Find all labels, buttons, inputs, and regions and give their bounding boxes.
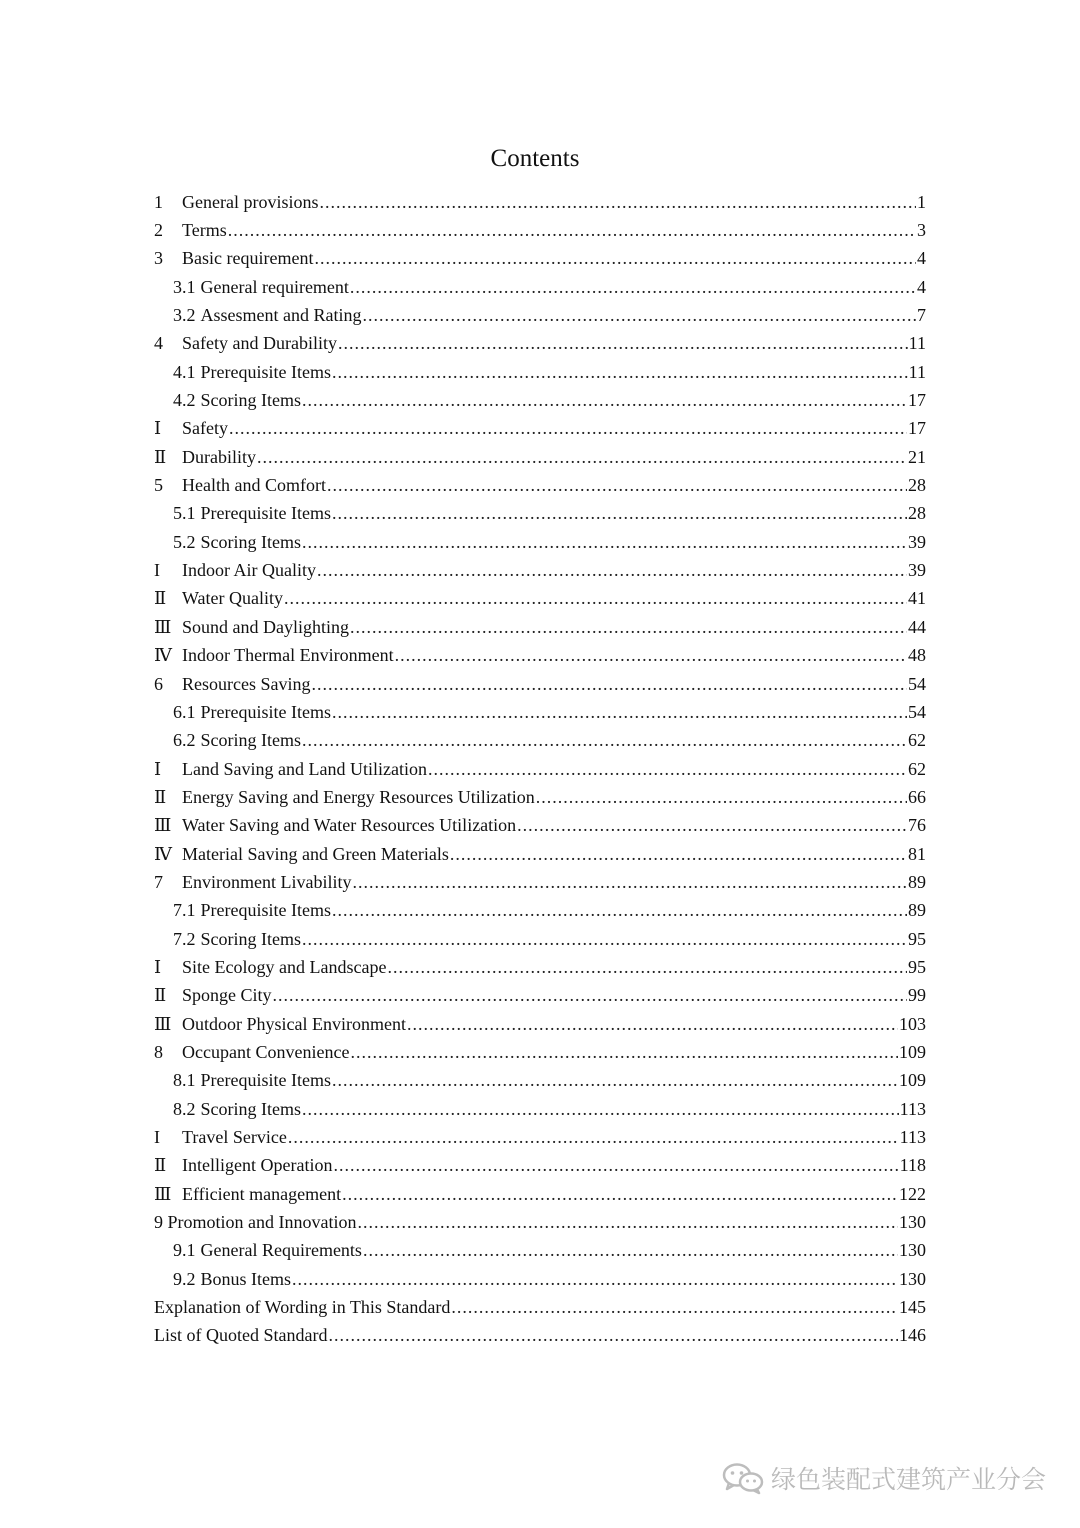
toc-entry-number: 6.1 [173,701,196,722]
toc-entry [154,783,926,811]
toc-entry-number: 7.2 [173,928,196,949]
toc-entry-number: I [154,560,160,581]
dot-leader [352,872,907,893]
toc-entry-number: 6 [154,673,163,694]
table-of-contents [154,188,926,1350]
dot-leader [387,957,907,978]
toc-entry-page: 81 [908,843,926,864]
toc-entry-label: Durability [182,446,256,467]
page-title: Contents [490,145,580,172]
toc-entry [154,755,926,783]
toc-entry-page: 89 [908,871,926,892]
toc-entry [154,585,926,613]
toc-entry-page: 44 [908,616,926,637]
toc-entry [154,471,926,499]
toc-entry [154,330,926,358]
dot-leader [317,560,907,581]
dot-leader [302,532,907,553]
toc-entry-label: Terms [182,220,227,241]
toc-entry-page: 11 [908,333,926,354]
dot-leader [229,418,907,439]
toc-entry-page: 130 [899,1268,926,1289]
toc-entry [154,642,926,670]
toc-entry-number: 9.2 [173,1268,196,1289]
toc-entry-label: Intelligent Operation [182,1155,333,1176]
toc-entry [154,301,926,329]
dot-leader [395,645,907,666]
toc-entry-number: Ⅲ [154,1183,172,1204]
toc-entry-page: 28 [908,503,926,524]
toc-entry-label: Scoring Items [200,531,301,552]
toc-entry-number: 3.1 [173,276,196,297]
toc-entry-label: Occupant Convenience [182,1041,350,1062]
toc-entry-label: Water Quality [182,588,284,609]
toc-entry-label: 9 Promotion and Innovation [154,1212,357,1233]
toc-entry-label: Prerequisite Items [200,900,331,921]
toc-entry-number: Ⅱ [154,1155,167,1176]
dot-leader [357,1212,898,1233]
toc-entry-number: 4 [154,333,163,354]
toc-entry-number: 6.2 [173,730,196,751]
toc-entry-page: 89 [908,900,926,921]
toc-entry [154,245,926,273]
toc-entry [154,415,926,443]
toc-entry-label: Prerequisite Items [200,503,331,524]
toc-entry-page: 130 [899,1212,926,1233]
toc-entry-label: Site Ecology and Landscape [182,956,387,977]
toc-entry-label: General provisions [182,191,319,212]
dot-leader [407,1014,898,1035]
watermark-text: 绿色装配式建筑产业分会 [770,1465,1046,1494]
toc-entry [154,925,926,953]
toc-entry-label: Water Saving and Water Resources Utilization [182,815,517,836]
toc-entry [154,613,926,641]
toc-entry [154,1237,926,1265]
toc-entry [154,528,926,556]
toc-entry-page: 4 [917,276,926,297]
toc-entry-number: Ⅲ [154,815,172,836]
toc-entry-number: Ⅱ [154,446,167,467]
toc-entry-page: 39 [908,531,926,552]
toc-entry-label: Land Saving and Land Utilization [182,758,427,779]
toc-entry-page: 113 [899,1098,926,1119]
dot-leader [362,305,916,326]
toc-entry-label: Bonus Items [200,1268,292,1289]
toc-entry-page: 17 [908,390,926,411]
toc-entry [154,273,926,301]
toc-entry-page: 48 [908,645,926,666]
dot-leader [350,277,916,298]
toc-entry-page: 41 [908,588,926,609]
toc-entry [154,982,926,1010]
dot-leader [342,1184,898,1205]
toc-entry-label: Sponge City [182,985,272,1006]
toc-entry [154,188,926,216]
toc-entry [154,1180,926,1208]
toc-entry [154,1152,926,1180]
dot-leader [228,220,916,241]
dot-leader [332,362,908,383]
toc-entry-page: 109 [899,1041,926,1062]
dot-leader [332,1070,898,1091]
toc-entry-label: Indoor Air Quality [182,560,316,581]
toc-entry [154,1293,926,1321]
toc-entry [154,216,926,244]
toc-entry [154,897,926,925]
toc-entry-page: 54 [908,701,926,722]
toc-entry-number: 8 [154,1041,163,1062]
dot-leader [284,588,907,609]
toc-entry-label: Safety [182,418,228,439]
toc-entry-page: 95 [908,956,926,977]
toc-entry-label: Safety and Durability [182,333,337,354]
toc-entry [154,443,926,471]
toc-entry-number: 3 [154,248,163,269]
toc-entry-number: 2 [154,220,163,241]
toc-entry-page: 17 [908,418,926,439]
toc-entry-page: 103 [899,1013,926,1034]
toc-entry-label: General requirement [200,276,349,297]
toc-entry-number: 5.1 [173,503,196,524]
dot-leader [328,1325,898,1346]
dot-leader [363,1240,898,1261]
toc-entry-number: Ⅲ [154,1013,172,1034]
toc-entry-number: Ⅱ [154,985,167,1006]
toc-entry-label: Indoor Thermal Environment [182,645,394,666]
toc-entry-label: Efficient management [182,1183,342,1204]
toc-entry-page: 28 [908,475,926,496]
dot-leader [257,447,907,468]
toc-entry-number: 5 [154,475,163,496]
toc-entry [154,868,926,896]
toc-entry [154,812,926,840]
dot-leader [302,730,907,751]
toc-entry-label: Health and Comfort [182,475,326,496]
toc-entry-page: 66 [908,786,926,807]
toc-entry-page: 118 [899,1155,926,1176]
toc-entry [154,1322,926,1350]
toc-entry [154,386,926,414]
dot-leader [333,1155,898,1176]
toc-entry [154,698,926,726]
toc-entry-number: 5.2 [173,531,196,552]
toc-entry [154,840,926,868]
dot-leader [302,390,907,411]
toc-entry-number: 8.1 [173,1070,196,1091]
toc-entry-page: 11 [908,361,926,382]
dot-leader [450,844,907,865]
toc-entry-number: 1 [154,191,163,212]
toc-entry-page: 39 [908,560,926,581]
toc-entry-page: 99 [908,985,926,1006]
toc-entry-label: Prerequisite Items [200,1070,331,1091]
toc-entry-number: Ⅱ [154,588,167,609]
toc-entry-number: Ⅱ [154,786,167,807]
toc-entry [154,1265,926,1293]
toc-entry-label: Energy Saving and Energy Resources Utilization [182,786,535,807]
dot-leader [273,985,907,1006]
toc-entry [154,953,926,981]
toc-entry-label: Scoring Items [200,928,301,949]
toc-entry-label: Sound and Daylighting [182,616,349,637]
toc-entry-page: 7 [917,305,926,326]
toc-entry-number: 3.2 [173,305,196,326]
dot-leader [288,1127,899,1148]
toc-entry [154,670,926,698]
toc-entry-page: 146 [899,1325,926,1346]
toc-entry [154,500,926,528]
dot-leader [319,192,916,213]
toc-entry-page: 21 [908,446,926,467]
toc-entry-label: Prerequisite Items [200,361,331,382]
dot-leader [536,787,907,808]
toc-entry-number: 7.1 [173,900,196,921]
toc-entry-page: 109 [899,1070,926,1091]
toc-entry [154,727,926,755]
toc-entry-label: Material Saving and Green Materials [182,843,449,864]
toc-entry-page: 4 [917,248,926,269]
toc-entry [154,1010,926,1038]
wechat-icon [721,1461,765,1495]
toc-entry-number: Ⅳ [154,843,172,864]
dot-leader [302,929,907,950]
toc-entry-page: 54 [908,673,926,694]
toc-entry [154,556,926,584]
dot-leader [332,702,907,723]
dot-leader [332,503,907,524]
toc-entry-label: Scoring Items [200,730,301,751]
toc-entry-page: 113 [899,1127,926,1148]
dot-leader [451,1297,898,1318]
toc-entry-page: 62 [908,758,926,779]
toc-entry-label: Basic requirement [182,248,314,269]
toc-entry [154,1123,926,1151]
toc-entry-label: Travel Service [182,1127,287,1148]
toc-entry-number: 4.1 [173,361,196,382]
toc-entry-label: Assesment and Rating [200,305,362,326]
toc-entry [154,1038,926,1066]
dot-leader [338,333,908,354]
toc-entry-label: Prerequisite Items [200,701,331,722]
dot-leader [292,1269,898,1290]
toc-entry-page: 76 [908,815,926,836]
toc-entry-number: Ⅰ [154,418,162,439]
toc-entry-number: 7 [154,871,163,892]
toc-entry-number: 9.1 [173,1240,196,1261]
dot-leader [332,900,907,921]
dot-leader [517,815,907,836]
watermark [721,1460,1046,1496]
toc-entry-page: 62 [908,730,926,751]
toc-entry [154,1095,926,1123]
toc-entry-page: 95 [908,928,926,949]
toc-entry-page: 145 [899,1297,926,1318]
dot-leader [428,759,907,780]
toc-entry-number: Ⅲ [154,616,172,637]
toc-entry-number: I [154,1127,160,1148]
dot-leader [311,674,907,695]
toc-entry-label: List of Quoted Standard [154,1325,328,1346]
toc-entry [154,1208,926,1236]
toc-entry-number: 4.2 [173,390,196,411]
toc-entry-label: Scoring Items [200,390,301,411]
toc-entry-label: Scoring Items [200,1098,301,1119]
dot-leader [350,617,907,638]
toc-entry-label: General Requirements [200,1240,362,1261]
dot-leader [314,248,916,269]
toc-entry-label: Outdoor Physical Environment [182,1013,406,1034]
toc-entry [154,358,926,386]
toc-entry-number: 8.2 [173,1098,196,1119]
toc-entry-label: Resources Saving [182,673,311,694]
toc-entry-page: 1 [917,191,926,212]
dot-leader [302,1099,899,1120]
toc-entry [154,1067,926,1095]
dot-leader [327,475,907,496]
toc-entry-number: Ⅳ [154,645,172,666]
toc-entry-number: Ⅰ [154,758,162,779]
toc-entry-label: Explanation of Wording in This Standard [154,1297,451,1318]
toc-entry-label: Environment Livability [182,871,352,892]
dot-leader [350,1042,898,1063]
toc-entry-page: 3 [917,220,926,241]
toc-entry-page: 122 [899,1183,926,1204]
toc-entry-page: 130 [899,1240,926,1261]
toc-entry-number: Ⅰ [154,956,162,977]
